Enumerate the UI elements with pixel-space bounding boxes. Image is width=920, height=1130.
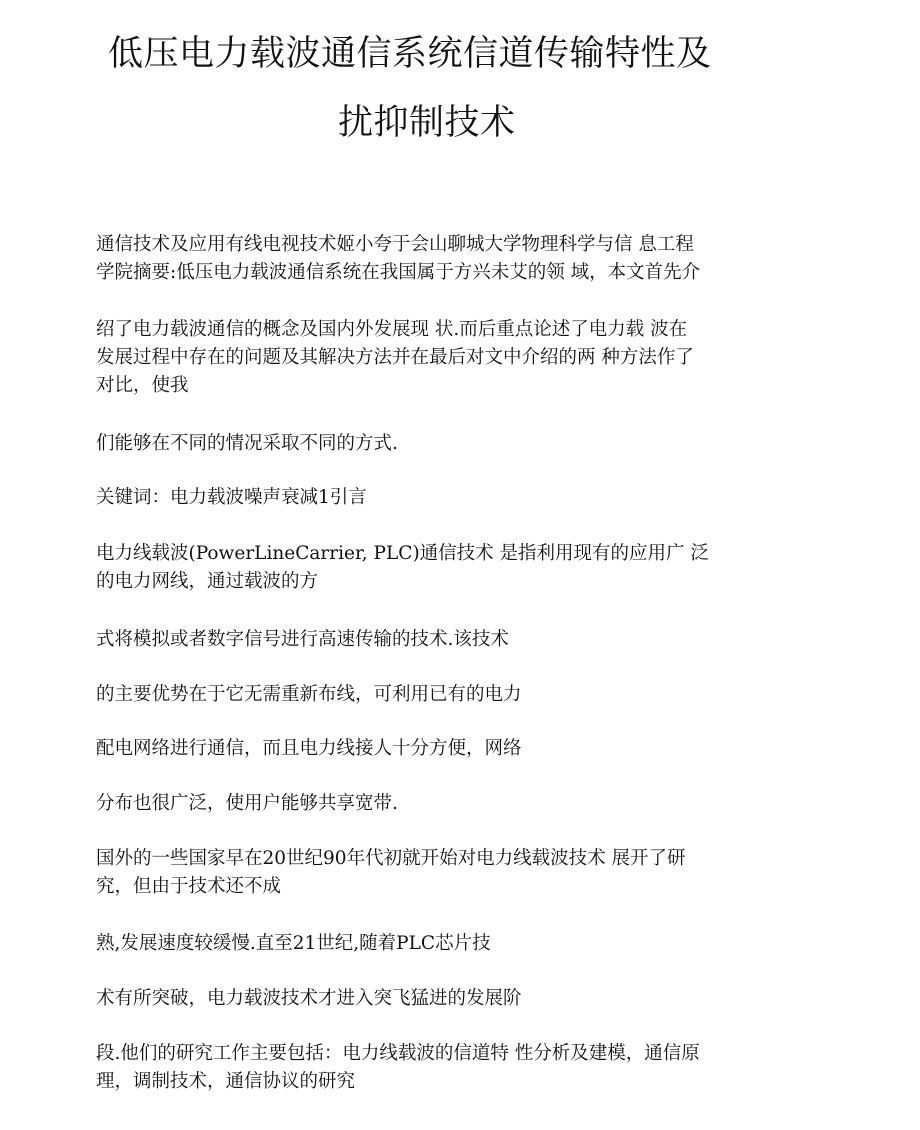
- paragraph-line: 术有所突破，电力载波技术才进入突飞猛进的发展阶: [96, 988, 522, 1009]
- paragraph-2: [96, 316, 786, 400]
- document-title-line-1: 低压电力载波通信系统信道传输特性及: [108, 34, 712, 74]
- paragraph-line: 关键词：电力载波噪声衰减1引言: [96, 487, 367, 508]
- paragraph-line: 段.他们的研究工作主要包括：电力线载波的信道特 性分析及建模，通信原: [96, 1043, 700, 1064]
- paragraph-9: [96, 790, 786, 818]
- paragraph-3: [96, 430, 786, 458]
- paragraph-line: 理，调制技术，通信协议的研究: [96, 1071, 356, 1092]
- paragraph-line: 的电力网线，通过载波的方: [96, 571, 319, 592]
- document-title-line-2: 扰抑制技术: [338, 103, 516, 143]
- paragraph-line: 电力线载波(PowerLineCarrier, PLC)通信技术 是指利用现有的应用广 泛: [96, 543, 709, 564]
- paragraph-6: [96, 626, 786, 654]
- paragraph-line: 国外的一些国家早在20世纪90年代初就开始对电力线载波技术 展开了研: [96, 848, 686, 869]
- keywords-paragraph: [96, 484, 786, 512]
- paragraph-line: 们能够在不同的情况采取不同的方式.: [96, 433, 398, 454]
- paragraph-line: 绍了电力载波通信的概念及国内外发展现 状.而后重点论述了电力载 波在: [96, 319, 688, 340]
- paragraph-line: 的主要优势在于它无需重新布线，可利用已有的电力: [96, 684, 522, 705]
- paragraph-10: [96, 845, 786, 901]
- paragraph-11: [96, 930, 786, 958]
- paragraph-line: 分布也很广泛，使用户能够共享宽带.: [96, 793, 398, 814]
- paragraph-line: 对比，使我: [96, 375, 189, 396]
- paragraph-8: [96, 735, 786, 763]
- paragraph-line: 式将模拟或者数字信号进行高速传输的技术.该技术: [96, 629, 509, 650]
- paragraph-line: 学院摘要:低压电力载波通信系统在我国属于方兴未艾的领 域，本文首先介: [96, 262, 701, 283]
- paragraph-12: [96, 985, 786, 1013]
- paragraph-13: [96, 1040, 786, 1096]
- paragraph-1: [96, 231, 786, 287]
- paragraph-5: [96, 540, 786, 596]
- paragraph-line: 熟,发展速度较缓慢.直至21世纪,随着PLC芯片技: [96, 933, 491, 954]
- paragraph-line: 配电网络进行通信，而且电力线接人十分方便，网络: [96, 738, 522, 759]
- paragraph-line: 通信技术及应用有线电视技术姬小夸于会山聊城大学物理科学与信 息工程: [96, 234, 694, 255]
- paragraph-7: [96, 681, 786, 709]
- paragraph-line: 发展过程中存在的问题及其解决方法并在最后对文中介绍的两 种方法作了: [96, 347, 694, 368]
- paragraph-line: 究，但由于技术还不成: [96, 876, 282, 897]
